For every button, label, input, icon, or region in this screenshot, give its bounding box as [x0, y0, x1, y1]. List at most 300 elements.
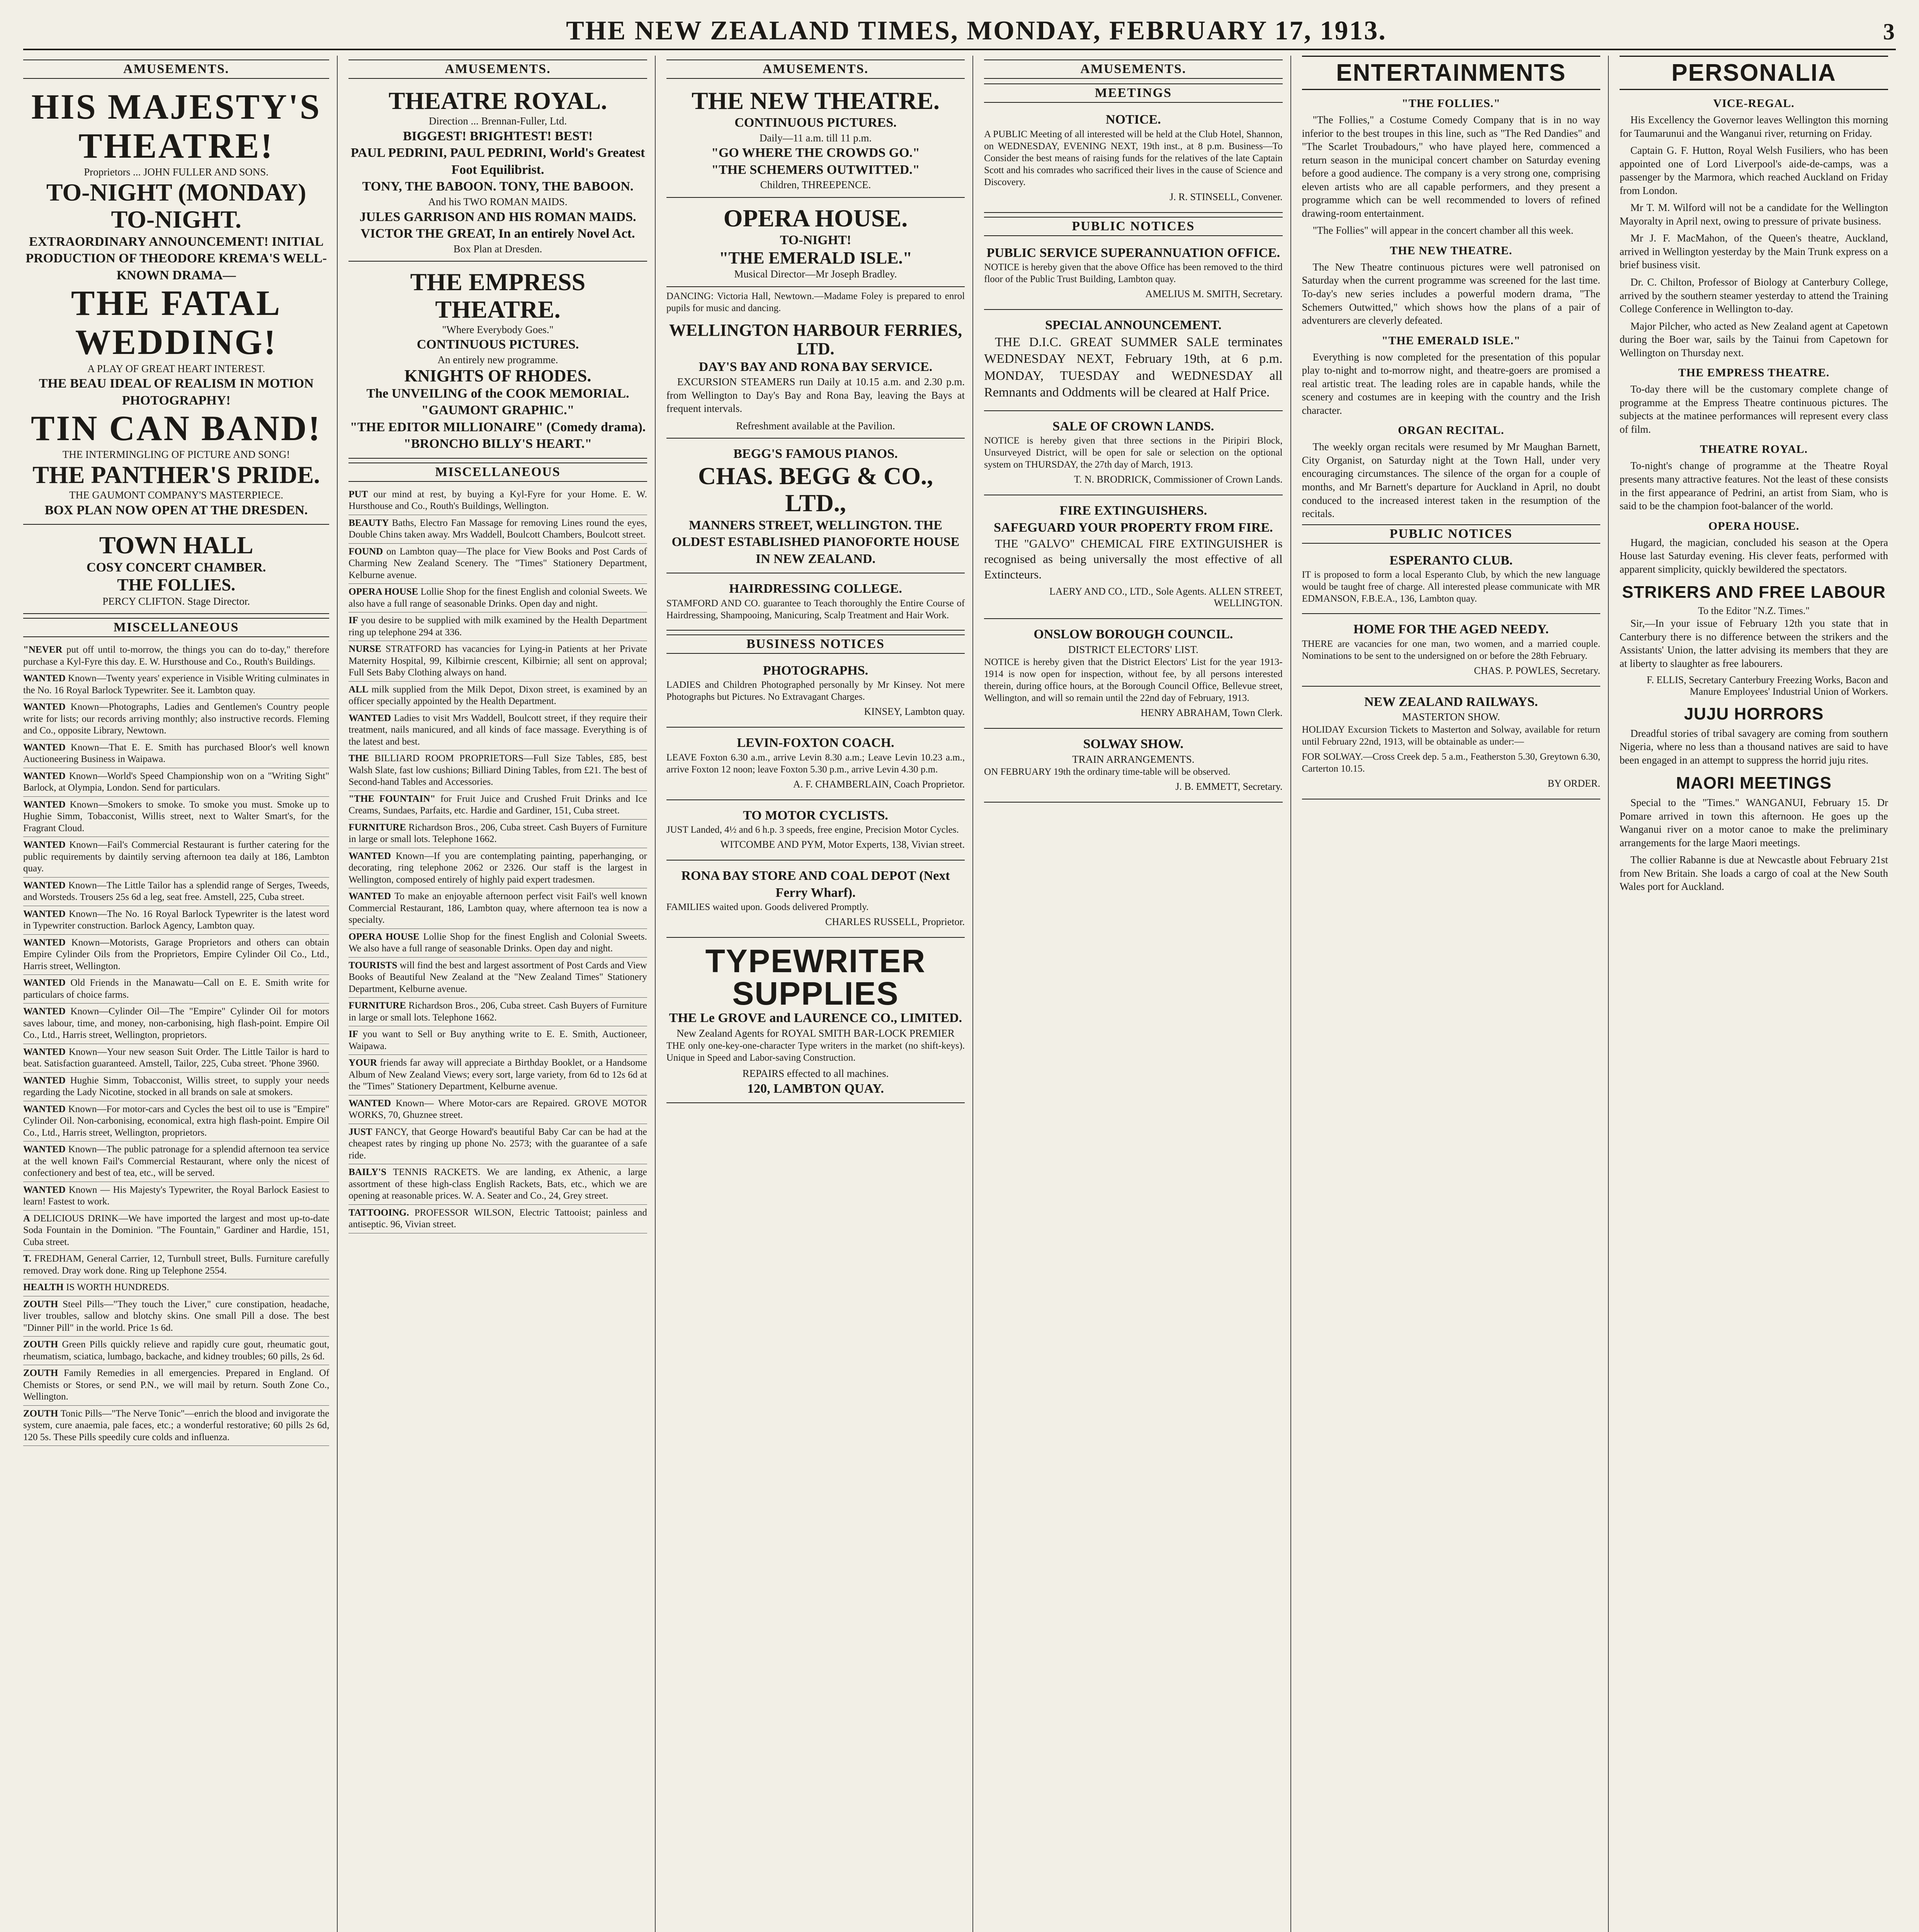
classified-text: will find the best and largest assortment of Post Cards and View Books of Beautiful New Zealand at the "New Zealand Times" Stationery Department, Kelburne avenue.	[348, 960, 647, 994]
classified-keyword: FURNITURE	[348, 1000, 409, 1011]
classified-text: Known— Where Motor-cars are Repaired. GROVE MOTOR WORKS, 70, Ghuznee street.	[348, 1098, 647, 1121]
classified-ad	[348, 682, 647, 710]
classified-ad	[23, 1296, 329, 1337]
ad-signature: CHARLES RUSSELL, Proprietor.	[825, 916, 965, 928]
ad-line: SALE OF CROWN LANDS.	[1052, 419, 1214, 434]
classified-keyword: OPERA HOUSE	[348, 931, 423, 942]
classified-text: you want to Sell or Buy anything write to E. E. Smith, Auctioneer, Waipawa.	[348, 1029, 647, 1051]
special-announcement	[984, 313, 1282, 411]
crown-lands-notice	[984, 414, 1282, 496]
story-heading: MAORI MEETINGS	[1676, 774, 1832, 793]
story-body: Major Pilcher, who acted as New Zealand agent at Capetown during the Boer war, sails by the Tainui from Capetown for Wellington on Thursday next.	[1620, 320, 1888, 359]
ad-title: THE EMPRESS THEATRE.	[410, 268, 586, 323]
ad-body: FAMILIES waited upon. Goods delivered Promptly.	[666, 902, 869, 913]
ad-line: MASTERTON SHOW.	[1402, 711, 1500, 723]
ad-line: Refreshment available at the Pavilion.	[736, 420, 895, 432]
ad-subtitle: THE PANTHER'S PRIDE.	[32, 461, 320, 488]
band-title: TIN CAN BAND!	[31, 408, 322, 448]
ad-signature: CHAS. P. POWLES, Secretary.	[1474, 665, 1601, 676]
ad-line: RONA BAY STORE AND COAL DEPOT (Next Ferry Wharf).	[681, 869, 950, 900]
classified-ad	[23, 935, 329, 975]
classified-text: Richardson Bros., 206, Cuba street. Cash Buyers of Furniture in large or small lots. Telephone 1662.	[348, 822, 647, 845]
classified-text: BILLIARD ROOM PROPRIETORS—Full Size Tables, £85, best Walsh Slate, fast low cushions; Billiard Dining Tables, from £21. The best of Second-hand Tables and Accessories.	[348, 753, 647, 787]
classified-keyword: BAILY'S	[348, 1167, 393, 1178]
classified-keyword: FURNITURE	[348, 822, 409, 833]
classified-keyword: WANTED	[348, 713, 394, 723]
classified-keyword: ZOUTH	[23, 1408, 61, 1419]
ad-signature: WITCOMBE AND PYM, Motor Experts, 138, Vivian street.	[720, 839, 965, 850]
story-body: To-day there will be the customary complete change of programme at the Empress Theatre continuous pictures. The subjects at the matinee performances will represent every class of film.	[1620, 383, 1888, 435]
classified-keyword: WANTED	[23, 880, 68, 891]
story-body: Everything is now completed for the presentation of this popular play to-night and to-morrow night, and theatre-goers are promised a real artistic treat. The leading roles are in capable hands, while the scenery and costumes are in keeping with the country and the Irish character.	[1302, 351, 1601, 416]
ad-line: NEW ZEALAND RAILWAYS.	[1364, 694, 1538, 709]
classified-ad	[348, 848, 647, 889]
public-notices-label: PUBLIC NOTICES	[984, 217, 1282, 236]
classified-keyword: WANTED	[23, 1144, 68, 1155]
ad-body: JUST Landed, 4½ and 6 h.p. 3 speeds, free engine, Precision Motor Cycles.	[666, 825, 959, 835]
classified-ad	[348, 1164, 647, 1205]
ad-signature: KINSEY, Lambton quay.	[864, 706, 965, 718]
classified-text: TENNIS RACKETS. We are landing, ex Athenic, a large assortment of these high-class English Rackets, Bats, etc., which we are opening at reasonable prices. W. A. Seater and Co., 24, Grey street.	[348, 1167, 647, 1201]
esperanto-club-notice	[1302, 548, 1600, 614]
story-body: Captain G. F. Hutton, Royal Welsh Fusiliers, who has been appointed one of Lord Liverpool's aide-de-camps, was a passenger by the Marmora, which reached Auckland on Friday from London.	[1620, 145, 1888, 196]
classified-text: milk supplied from the Milk Depot, Dixon street, is examined by an officer specially appointed by the Health Department.	[348, 684, 647, 707]
ad-signature: BY ORDER.	[1547, 777, 1601, 789]
ad-title: HIS MAJESTY'S THEATRE!	[31, 87, 321, 166]
ad-line: "THE EDITOR MILLIONAIRE" (Comedy drama).	[350, 420, 646, 434]
ad-line: PAUL PEDRINI, PAUL PEDRINI, World's Greatest Foot Equilibrist.	[350, 146, 645, 177]
ad-line: DISTRICT ELECTORS' LIST.	[1068, 643, 1198, 655]
classified-keyword: WANTED	[23, 1184, 69, 1195]
story-body: The weekly organ recitals were resumed by Mr Maughan Barnett, City Organist, on Saturday night at the Town Hall, under very encouraging circumstances. The silence of the organ for a couple of months, and Mr Barnett's departure for Auckland in April, no doubt conduced to the increased interest taken in the resumption of the recitals.	[1302, 441, 1601, 520]
classified-keyword: OPERA HOUSE	[348, 587, 421, 597]
ad-subtitle: TO-NIGHT (MONDAY) TO-NIGHT.	[46, 178, 306, 233]
column-1	[23, 56, 338, 1932]
opera-house-ad	[666, 201, 965, 287]
meetings-label: MEETINGS	[984, 83, 1282, 103]
classified-keyword: TATTOOING.	[348, 1207, 415, 1218]
story-body: Mr J. F. MacMahon, of the Queen's theatre, Auckland, arrived in Wellington yesterday by the Main Trunk express on a brief business visit.	[1620, 232, 1888, 271]
classified-text: our mind at rest, by buying a Kyl-Fyre for your Home. E. W. Hursthouse and Co., Routh's Buildings, Wellington.	[348, 489, 647, 512]
classified-keyword: WANTED	[23, 799, 70, 810]
ad-line: ONSLOW BOROUGH COUNCIL.	[1033, 627, 1233, 642]
story-heading: THE NEW THEATRE.	[1390, 244, 1513, 257]
classified-ad	[23, 670, 329, 699]
classified-ad	[348, 710, 647, 751]
page-number: 3	[1883, 19, 1896, 44]
column-2	[348, 56, 655, 1932]
story-heading: VICE-REGAL.	[1713, 97, 1795, 110]
classified-text: Baths, Electro Fan Massage for removing Lines round the eyes, Double Chins taken away. Mrs Waddell, Boulcott Chambers, Boulcott street.	[348, 517, 647, 540]
classified-text: Tonic Pills—"The Nerve Tonic"—enrich the blood and invigorate the system, cure anaemia, pale faces, etc.; a wonderful restorative; 60 pills 2s 6d, 120 5s. These Pills speedily cure colds and influenza.	[23, 1408, 330, 1442]
classified-ad	[23, 699, 329, 740]
classified-text: PROFESSOR WILSON, Electric Tattooist; painless and antiseptic. 96, Vivian street.	[348, 1207, 647, 1230]
masthead-title: THE NEW ZEALAND TIMES, MONDAY, FEBRUARY 17, 1913.	[566, 16, 1387, 46]
classified-keyword: WANTED	[23, 1006, 71, 1017]
story-body: Dreadful stories of tribal savagery are coming from southern Nigeria, where no less than a thousand natives are said to have been engaged in an attempt to suppress the horrid juju rites.	[1620, 727, 1888, 766]
story-heading: ORGAN RECITAL.	[1398, 424, 1504, 437]
ad-line: LEVIN-FOXTON COACH.	[737, 736, 894, 750]
classified-text: Known—World's Speed Championship won on a "Writing Sight" Barlock, at Olympia, London. Send for particulars.	[23, 770, 330, 793]
classified-text: Known—For motor-cars and Cycles the best oil to use is "Empire" Cylinder Oil. Non-carbonising, economical, extra high flash-point. Empire Oil Co., Ltd., Harris street, Wellington, proprietors.	[23, 1104, 330, 1138]
classified-keyword: WANTED	[23, 908, 69, 919]
classified-keyword: T.	[23, 1253, 34, 1264]
classified-ad	[23, 1044, 329, 1073]
ad-line: "THE SCHEMERS OUTWITTED."	[711, 162, 920, 177]
ad-signature: HENRY ABRAHAM, Town Clerk.	[1141, 707, 1283, 719]
column-5	[1302, 56, 1609, 1932]
classified-ad	[23, 1365, 329, 1406]
ad-subtitle: KNIGHTS OF RHODES.	[404, 366, 592, 385]
ad-line: Proprietors ... JOHN FULLER AND SONS.	[84, 166, 269, 178]
story-body: Sir,—In your issue of February 12th you state that in Canterbury there is no difference between the strikers and the Assistants' Union, the latter advising its members that they are at liberty to slaughter as free labourers.	[1620, 617, 1888, 669]
classified-text: Known—The No. 16 Royal Barlock Typewriter is the latest word in Typewriter construction. Barlock Agency, Lambton quay.	[23, 908, 330, 931]
ad-line: Daily—11 a.m. till 11 p.m.	[759, 132, 872, 144]
classified-keyword: YOUR	[348, 1058, 380, 1068]
ad-body: LEAVE Foxton 6.30 a.m., arrive Levin 8.30 a.m.; Leave Levin 10.23 a.m., arrive Foxton 12 noon; leave Foxton 5.30 p.m., arrive Levin 4.30 p.m.	[666, 752, 965, 775]
amusements-label: AMUSEMENTS.	[348, 60, 647, 79]
classified-ad	[23, 837, 329, 878]
classified-keyword: IF	[348, 1029, 363, 1040]
ad-line: Musical Director—Mr Joseph Bradley.	[734, 268, 897, 280]
classified-ad	[348, 1124, 647, 1165]
ad-line: DAY'S BAY AND RONA BAY SERVICE.	[699, 359, 933, 374]
empress-theatre-ad	[348, 265, 647, 459]
classified-keyword: WANTED	[348, 850, 396, 861]
ad-line: CONTINUOUS PICTURES.	[416, 337, 579, 352]
classified-keyword: WANTED	[23, 1075, 70, 1086]
ad-line: BIGGEST! BRIGHTEST! BEST!	[403, 129, 593, 143]
ad-line: "Where Everybody Goes."	[442, 323, 554, 335]
ad-line: TONY, THE BABOON. TONY, THE BABOON.	[362, 179, 634, 194]
classified-keyword: IF	[348, 615, 361, 626]
classified-text: FANCY, that George Howard's beautiful Baby Car can be had at the cheapest rates by ringing up phone No. 2573; with the guarantee of a safe ride.	[348, 1126, 647, 1161]
ad-line: COSY CONCERT CHAMBER.	[86, 560, 266, 575]
classified-ad	[23, 1182, 329, 1211]
story-heading: STRIKERS AND FREE LABOUR	[1622, 583, 1886, 602]
ad-line: Box Plan at Dresden.	[453, 243, 542, 255]
superannuation-notice	[984, 241, 1282, 310]
classified-keyword: ZOUTH	[23, 1299, 63, 1310]
ad-line: HAIRDRESSING COLLEGE.	[729, 582, 902, 596]
story-heading: JUJU HORRORS	[1684, 704, 1824, 723]
hairdressing-ad	[666, 577, 965, 631]
classified-keyword: WANTED	[23, 742, 71, 753]
ad-line: MANNERS STREET, WELLINGTON. THE OLDEST ESTABLISHED PIANOFORTE HOUSE IN NEW ZEALAND.	[671, 518, 960, 566]
letter-signature: F. ELLIS, Secretary Canterbury Freezing Works, Bacon and Manure Employees' Industrial Union of Workers.	[1647, 674, 1888, 697]
story-body: Mr T. M. Wilford will not be a candidate for the Wellington Mayoralty in April next, owing to pressure of private business.	[1620, 202, 1888, 227]
ad-body: A PUBLIC Meeting of all interested will be held at the Club Hotel, Shannon, on WEDNESDAY, EVENING NEXT, 19th inst., at 8 p.m. Business—To Consider the best means of raising funds for the relatives of the late Captain Scott and his comrades who sacrificed their lives in the cause of Science and Discovery.	[984, 129, 1283, 187]
classified-text: Known—Motorists, Garage Proprietors and others can obtain Empire Cylinder Oils from the Proprietors, Empire Cylinder Oil Co., Ltd., Harris street, Wellington.	[23, 937, 330, 971]
classified-keyword: JUST	[348, 1126, 376, 1137]
classified-keyword: WANTED	[348, 891, 394, 902]
classified-ad	[23, 768, 329, 797]
classified-ad	[23, 1337, 329, 1365]
classified-text: Known—Your new season Suit Order. The Little Tailor is hard to beat. Satisfaction guaranteed. Amstell, Tailor, 225, Cuba street. 'Phone 3960.	[23, 1046, 330, 1069]
ad-line: SOLWAY SHOW.	[1083, 737, 1184, 752]
dancing-notice: DANCING: Victoria Hall, Newtown.—Madame Foley is prepared to enrol pupils for music and dancing.	[666, 291, 965, 313]
ad-body: LADIES and Children Photographed personally by Mr Kinsey. Not mere Photographs but Pictures. No Extravagant Charges.	[666, 680, 965, 702]
ad-body: NOTICE is hereby given that three sections in the Piripiri Block, Unsurveyed District, will be open for sale or selection on the optional system on THURSDAY, the 27th day of March, 1913.	[984, 435, 1283, 470]
story-body: "The Follies," a Costume Comedy Company that is in no way inferior to the best troupes in this line, such as "The Red Dandies" and "The Scarlet Troubadours," who have played here, commenced a return season in the municipal concert chamber on Saturday evening before a good audience. The company is a very strong one, comprising eleven artists who are all capable performers, and they present a programme which can be well recommended to lovers of refined drawing-room entertainment.	[1302, 114, 1601, 219]
classified-ad	[348, 612, 647, 641]
rona-bay-store-ad	[666, 864, 965, 938]
piano-ad	[666, 442, 965, 573]
classified-ad	[348, 1026, 647, 1055]
classified-text: Old Friends in the Manawatu—Call on E. E. Smith write for particulars of choice farms.	[23, 978, 330, 1000]
amusements-label: AMUSEMENTS.	[984, 60, 1282, 79]
column-6	[1620, 56, 1896, 1932]
story-body: Special to the "Times." WANGANUI, February 15. Dr Pomare arrived in town this afternoon. He goes up the Wanganui river on a motor canoe to make the preliminary arrangements for the large Maori meetings.	[1620, 797, 1888, 849]
typewriter-supplies-ad	[666, 941, 965, 1103]
railways-notice	[1302, 690, 1600, 799]
classified-keyword: TOURISTS	[348, 960, 400, 971]
classified-ad	[23, 1141, 329, 1182]
classified-ad	[23, 1101, 329, 1142]
ad-signature: AMELIUS M. SMITH, Secretary.	[1145, 288, 1283, 300]
ad-line: PHOTOGRAPHS.	[763, 663, 869, 678]
ad-body: ON FEBRUARY 19th the ordinary time-table will be observed.	[984, 767, 1231, 777]
ad-body: STAMFORD AND CO. guarantee to Teach thoroughly the Entire Course of Hairdressing, Shampooing, Manicuring, Scalp Treatment and Hair Work.	[666, 598, 965, 621]
classified-text: for Fruit Juice and Crushed Fruit Drinks and Ice Creams, Sundaes, Parfaits, etc. Hardie and Gardiner, 151, Cuba street.	[348, 793, 647, 816]
classified-text: FREDHAM, General Carrier, 12, Turnbull street, Bulls. Furniture carefully removed. Dray work done. Ring up Telephone 2554.	[23, 1253, 330, 1276]
classified-ad	[348, 929, 647, 957]
public-notices-label: PUBLIC NOTICES	[1302, 524, 1600, 544]
ad-signature: LAERY AND CO., LTD., Sole Agents. ALLEN STREET, WELLINGTON.	[1049, 586, 1283, 609]
ad-line: An entirely new programme.	[437, 354, 558, 366]
classified-keyword: THE	[348, 753, 375, 764]
classified-text: Known—The public patronage for a splendid afternoon tea service at the well known Fail's Commercial Restaurant, where only the nicest of confectionery and best of tea, etc., will be served.	[23, 1144, 330, 1179]
ad-body: THE D.I.C. GREAT SUMMER SALE terminates WEDNESDAY NEXT, February 19th, at 6 p.m. MONDAY, TUESDAY and WEDNESDAY all Remnants and Oddments will be cleared at Half Price.	[984, 335, 1283, 400]
classified-ad	[23, 975, 329, 1003]
classified-text: Family Remedies in all emergencies. Prepared in England. Of Chemists or Stores, or send P.N., we will mail by return. South Zone Co., Wellington.	[23, 1368, 330, 1402]
classified-text: Steel Pills—"They touch the Liver," cure constipation, headache, liver troubles, sallow and blotchy skins. One small Pill a dose. The best "Dinner Pill" in the world. Price 1s 6d.	[23, 1299, 330, 1333]
classified-ad	[348, 791, 647, 820]
ad-line: PERCY CLIFTON. Stage Director.	[102, 595, 250, 607]
misc-label: MISCELLANEOUS	[348, 463, 647, 482]
ad-body: HOLIDAY Excursion Tickets to Masterton and Solway, available for return until February 22nd, 1913, will be obtainable as under:—	[1302, 724, 1601, 747]
amusements-label: AMUSEMENTS.	[666, 60, 965, 79]
ad-line: PUBLIC SERVICE SUPERANNUATION OFFICE.	[986, 245, 1280, 260]
ad-line: "GO WHERE THE CROWDS GO."	[711, 146, 920, 160]
ad-signature: J. R. STINSELL, Convener.	[1169, 191, 1283, 202]
classified-text: Known—Fail's Commercial Restaurant is further catering for the public requirements by daintily serving afternoon tea daily at 186, Lambton quay.	[23, 840, 330, 874]
ad-title: THE NEW THEATRE.	[691, 87, 940, 114]
classified-text: Known—Smokers to smoke. To smoke you must. Smoke up to Hughie Simm, Tobacconist, Willis street, next to Walter Smart's, for the Fragrant Cloud.	[23, 799, 330, 833]
harbour-ferries-ad	[666, 317, 965, 439]
ad-line: EXTRAORDINARY ANNOUNCEMENT! INITIAL PRODUCTION OF THEODORE KREMA'S WELL-KNOWN DRAMA—	[25, 234, 327, 282]
ad-line: VICTOR THE GREAT, In an entirely Novel Act.	[360, 226, 635, 241]
classified-ad	[348, 1095, 647, 1124]
story-body: To-night's change of programme at the Theatre Royal presents many attractive features. Not the least of these consists in the first appearance of Pedrini, an artist from Siam, who is said to be the champion foot-balancer of the world.	[1620, 460, 1888, 512]
classified-ad	[348, 544, 647, 584]
classified-keyword: WANTED	[23, 978, 71, 988]
story-body: The New Theatre continuous pictures were well patronised on Saturday when the current programme was screened for the last time. To-day's new series includes a powerful modern drama, "The Schemers Outwitted," which shows how the plans of a pair of adventurers are cleverly defeated.	[1302, 261, 1601, 327]
ad-line: NOTICE.	[1106, 112, 1161, 127]
ad-line: The UNVEILING of the COOK MEMORIAL.	[366, 386, 629, 401]
theatre-royal-ad	[348, 83, 647, 262]
ad-body: THE "GALVO" CHEMICAL FIRE EXTINGUISHER is recognised as being universally the most effective of all Extincteurs.	[984, 537, 1283, 581]
ad-line: JULES GARRISON AND HIS ROMAN MAIDS.	[359, 209, 636, 224]
classified-text: Known—Twenty years' experience in Visible Writing culminates in the No. 16 Royal Barlock Typewriter. See it. Lambton quay.	[23, 673, 330, 696]
entertainments-heading: ENTERTAINMENTS	[1302, 56, 1600, 90]
story-body: Dr. C. Chilton, Professor of Biology at Canterbury College, arrived by the southern steamer yesterday to attend the Training College Conference in Wellington to-day.	[1620, 276, 1888, 315]
story-heading: "THE EMERALD ISLE."	[1381, 334, 1521, 347]
ad-subtitle: THE FOLLIES.	[117, 575, 235, 595]
classified-text: To make an enjoyable afternoon perfect visit Fail's well known Commercial Restaurant, 186, Lambton quay, where afternoon tea is now a specialty.	[348, 891, 647, 925]
classified-text: you desire to be supplied with milk examined by the Health Department ring up telephone 294 at 336.	[348, 615, 647, 638]
ad-title: CHAS. BEGG & CO., LTD.,	[698, 462, 933, 517]
story-body: Hugard, the magician, concluded his season at the Opera House last Saturday evening. His clever feats, performed with apparent simplicity, quickly bewildered the spectators.	[1620, 536, 1888, 575]
classified-keyword: WANTED	[23, 702, 71, 713]
letter-salutation: To the Editor "N.Z. Times."	[1698, 605, 1810, 617]
classified-keyword: ZOUTH	[23, 1368, 64, 1379]
his-majestys-theatre-ad	[23, 83, 329, 525]
classified-ad	[348, 486, 647, 515]
classifieds-list	[348, 486, 647, 1233]
classified-keyword: "THE FOUNTAIN"	[348, 793, 441, 804]
classified-ad	[348, 957, 647, 998]
ad-body: THE only one-key-one-character Type writers in the market (no shift-keys). Unique in Speed and Labor-saving Construction.	[666, 1041, 965, 1063]
solway-show-notice	[984, 732, 1282, 803]
ad-line: REPAIRS effected to all machines.	[742, 1068, 889, 1080]
column-3	[666, 56, 973, 1932]
ad-line: SPECIAL ANNOUNCEMENT.	[1045, 318, 1222, 333]
story-heading: THEATRE ROYAL.	[1700, 443, 1808, 456]
masthead	[23, 15, 1896, 50]
ad-body: FOR SOLWAY.—Cross Creek dep. 5 a.m., Featherston 5.30, Greytown 6.30, Carterton 10.15.	[1302, 751, 1601, 774]
classified-keyword: "NEVER	[23, 645, 66, 655]
classifieds-list	[23, 642, 329, 1446]
classified-ad	[23, 906, 329, 935]
classified-keyword: A	[23, 1213, 34, 1224]
classified-ad	[348, 1055, 647, 1095]
classified-keyword: PUT	[348, 489, 374, 500]
motor-cyclists-ad	[666, 803, 965, 861]
ad-line: BOX PLAN NOW OPEN AT THE DRESDEN.	[44, 503, 308, 517]
new-theatre-ad	[666, 83, 965, 198]
ad-line: THE INTERMINGLING OF PICTURE AND SONG!	[62, 449, 290, 461]
classified-keyword: FOUND	[348, 546, 387, 557]
ad-signature: J. B. EMMETT, Secretary.	[1175, 781, 1283, 793]
ad-signature: T. N. BRODRICK, Commissioner of Crown Lands.	[1074, 474, 1283, 485]
coach-ad	[666, 731, 965, 800]
classified-text: IS WORTH HUNDREDS.	[66, 1282, 169, 1293]
classified-keyword: WANTED	[23, 937, 71, 948]
classified-keyword: WANTED	[23, 770, 69, 781]
classified-ad	[348, 888, 647, 929]
classified-text: put off until to-morrow, the things you can do to-day," therefore purchase a Kyl-Fyre this day. E. W. Hursthouse and Co., Routh's Buildings.	[23, 645, 330, 667]
classified-text: Known—Photographs, Ladies and Gentlemen's Country people write for lists; our records arriving monthly; also instructive records. Fleming and Co., opposite Library, Newtown.	[23, 702, 330, 736]
ad-title: THEATRE ROYAL.	[388, 87, 607, 114]
story-heading: "THE FOLLIES."	[1401, 97, 1501, 110]
ad-line: TRAIN ARRANGEMENTS.	[1072, 753, 1195, 765]
ad-line: "GAUMONT GRAPHIC."	[421, 403, 575, 418]
ad-signature: A. F. CHAMBERLAIN, Coach Proprietor.	[793, 778, 965, 790]
classified-keyword: NURSE	[348, 644, 386, 655]
ad-line: ESPERANTO CLUB.	[1389, 553, 1513, 568]
classified-ad	[348, 1205, 647, 1233]
ad-body: NOTICE is hereby given that the above Office has been removed to the third floor of the Public Trust Building, Lambton quay.	[984, 262, 1283, 285]
classified-text: DELICIOUS DRINK—We have imported the largest and most up-to-date Soda Fountain in the Dominion. "The Fountain," Gardiner and Hardie, 151, Cuba street.	[23, 1213, 330, 1247]
ad-line: HOME FOR THE AGED NEEDY.	[1353, 622, 1549, 637]
classified-text: friends far away will appreciate a Birthday Booklet, or a Handsome Album of New Zealand Views; every sort, large variety, from 6d to 12s 6d at the "Times" Stationery Department, Kelburne avenue.	[348, 1058, 647, 1092]
classified-ad	[23, 797, 329, 837]
ad-line: And his TWO ROMAN MAIDS.	[428, 196, 568, 207]
ad-line: THE Le GROVE and LAURENCE CO., LIMITED.	[669, 1011, 962, 1026]
fire-extinguishers-ad	[984, 498, 1282, 619]
story-body: The collier Rabanne is due at Newcastle about February 21st from New Britain. She loads a cargo of coal at the New South Wales port for Auckland.	[1620, 854, 1888, 893]
classified-ad	[23, 1003, 329, 1044]
ad-line: THE BEAU IDEAL OF REALISM IN MOTION PHOTOGRAPHY!	[39, 376, 314, 408]
ad-title: TYPEWRITER SUPPLIES	[705, 943, 926, 1012]
classified-ad	[348, 584, 647, 612]
classified-keyword: HEALTH	[23, 1282, 66, 1293]
ad-line: "BRONCHO BILLY'S HEART."	[403, 437, 592, 451]
ad-title: TOWN HALL	[99, 531, 253, 559]
classified-text: Hughie Simm, Tobacconist, Willis street, to supply your needs regarding the Lady Nicotine, stocked in all brands on sale at smokers.	[23, 1075, 330, 1098]
ad-line: TO-NIGHT!	[780, 233, 852, 248]
classified-text: Known—If you are contemplating painting, paperhanging, or decorating, ring telephone 2062 or 2326. Our staff is the largest in Wellington, composed entirely of highly paid expert tradesmen.	[348, 850, 647, 885]
ad-body: EXCURSION STEAMERS run Daily at 10.15 a.m. and 2.30 p.m. from Wellington to Day's Bay and Rona Bay, leaving the Bays at frequent intervals.	[666, 376, 965, 415]
ad-line: A PLAY OF GREAT HEART INTEREST.	[87, 362, 265, 374]
ad-body: NOTICE is hereby given that the District Electors' List for the year 1913-1914 is now open for inspection, without fee, by all persons interested therein, during office hours, at the Borough Council Office, Bellevue street, Wellington, and will so remain until the 22nd day of February, 1913.	[984, 657, 1283, 704]
ad-line: SAFEGUARD YOUR PROPERTY FROM FIRE.	[994, 520, 1273, 535]
classified-keyword: WANTED	[348, 1098, 396, 1109]
classified-text: Known—The Little Tailor has a splendid range of Serges, Tweeds, and Worsteds. Trousers 25s 6d a leg, seat free. Amstell, 225, Cuba street.	[23, 880, 330, 903]
classified-keyword: BEAUTY	[348, 517, 392, 528]
ad-line: Direction ... Brennan-Fuller, Ltd.	[428, 115, 567, 127]
classified-ad	[23, 740, 329, 768]
classified-keyword: WANTED	[23, 1104, 68, 1114]
public-meeting-notice	[984, 107, 1282, 213]
play-title: THE FATAL WEDDING!	[71, 283, 282, 362]
ad-title: OPERA HOUSE.	[723, 204, 908, 232]
classified-text: Ladies to visit Mrs Waddell, Boulcott street, if they require their treatment, nails manicured, and all kinds of face massage. Everything is of the latest and best.	[348, 713, 647, 747]
columns	[23, 56, 1896, 1932]
classified-ad	[348, 998, 647, 1026]
story-body: "The Follies" will appear in the concert chamber all this week.	[1312, 224, 1574, 236]
ad-line: Children, THREEPENCE.	[760, 179, 871, 191]
ad-line: New Zealand Agents for ROYAL SMITH BAR-LOCK PREMIER	[676, 1027, 955, 1039]
classified-text: Lollie Shop for the finest English and colonial Sweets. We also have a full range of seasonable Drinks. Open day and night.	[348, 587, 647, 609]
story-body: His Excellency the Governor leaves Wellington this morning for Taumarunui and the Wanganui river, returning on Friday.	[1620, 114, 1888, 139]
aged-needy-notice	[1302, 617, 1600, 687]
ad-line: 120, LAMBTON QUAY.	[747, 1081, 884, 1096]
misc-label: MISCELLANEOUS	[23, 618, 329, 637]
classified-ad	[348, 750, 647, 791]
classified-text: Known — His Majesty's Typewriter, the Royal Barlock Easiest to learn! Fastest to work.	[23, 1184, 330, 1207]
business-label: BUSINESS NOTICES	[666, 634, 965, 654]
story-heading: OPERA HOUSE.	[1708, 519, 1800, 532]
town-hall-ad	[23, 528, 329, 614]
classified-ad	[348, 641, 647, 682]
classified-ad	[23, 1251, 329, 1279]
ad-title: WELLINGTON HARBOUR FERRIES, LTD.	[669, 320, 962, 359]
classified-ad	[23, 1211, 329, 1251]
ad-line: THE GAUMONT COMPANY'S MASTERPIECE.	[69, 489, 284, 501]
classified-text: Green Pills quickly relieve and rapidly cure gout, rheumatic gout, rheumatism, sciatica, lumbago, backache, and kidney troubles; 60 pills, 2s 6d.	[23, 1339, 330, 1362]
classified-ad	[23, 1406, 329, 1446]
onslow-council-notice	[984, 622, 1282, 729]
classified-text: Richardson Bros., 206, Cuba street. Cash Buyers of Furniture in large or small lots. Telephone 1662.	[348, 1000, 647, 1023]
classified-keyword: ZOUTH	[23, 1339, 62, 1350]
classified-keyword: WANTED	[23, 673, 68, 684]
ad-line: TO MOTOR CYCLISTS.	[743, 808, 888, 823]
classified-keyword: ALL	[348, 684, 372, 695]
personalia-heading: PERSONALIA	[1620, 56, 1888, 90]
ad-body: THERE are vacancies for one man, two women, and a married couple. Nominations to be sent to the undersigned on or before the 28th February.	[1302, 638, 1601, 661]
